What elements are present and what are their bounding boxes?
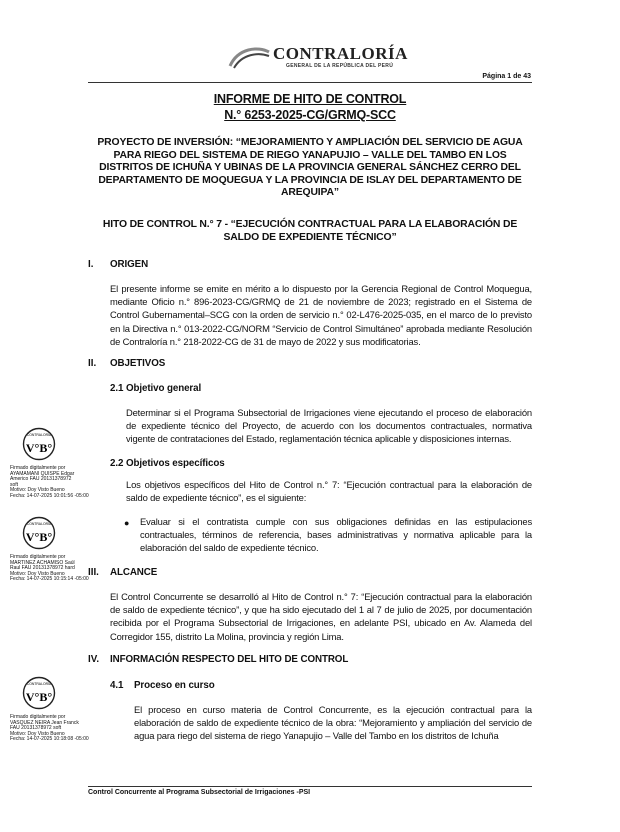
signature-line: Fecha: 14-07-2025 10:15:14 -05:00 bbox=[10, 576, 89, 583]
signature-line: Americo FAU 20131378972 bbox=[10, 476, 72, 483]
signature-line: Firmado digitalmente por bbox=[10, 465, 66, 471]
origen-paragraph: El presente informe se emite en mérito a lo dispuesto por la Gerencia Regional de Control Moquegua, mediante Oficio n.° 896-2023-CG/GRMQ de 21 de noviembre de 2023; registrado en el Sistema de Control Gubernamental–SCG con la orden de servicio n.° 02-L476-2025-035, en el marco de lo previsto en la Directiva n.° 013-2022-CG/NORM “Servicio de Control Simultáneo” aprobada mediante Resolución de Contraloría n.° 218-2022-CG de 31 de mayo de 2022 y sus modificatorias. bbox=[110, 283, 532, 347]
signature-line: soft bbox=[10, 481, 19, 488]
vb-stamp-icon bbox=[22, 516, 56, 550]
section-number: IV. bbox=[88, 654, 100, 665]
contraloria-logo bbox=[228, 42, 408, 72]
proceso-paragraph: El proceso en curso materia de Control Concurrente, es la ejecución contractual para la elaboración de saldo de expediente técnico de la obra: “Mejoramiento y ampliación del servicio de agua para riego del sistema de riego Yanapujio – Valle del Tambo en los distritos de Ichuña bbox=[134, 704, 532, 742]
project-line: AREQUIPA” bbox=[281, 187, 339, 199]
project-line: PROYECTO DE INVERSIÓN: “MEJORAMIENTO Y AMPLIACIÓN DEL SERVICIO DE AGUA bbox=[97, 137, 523, 148]
signature-line: Motivo: Doy Visto Bueno bbox=[10, 487, 65, 494]
logo-swoosh-icon bbox=[228, 44, 270, 70]
subsection-title-general: 2.1 Objetivo general bbox=[110, 383, 202, 394]
signature-block bbox=[10, 715, 110, 743]
stamp-vb-mark: V°B° bbox=[25, 690, 53, 704]
hito-line: HITO DE CONTROL N.° 7 - “EJECUCIÓN CONTRACTUAL PARA LA ELABORACIÓN DE bbox=[102, 219, 518, 230]
signature-line: Raul FAU 20131378972 hard bbox=[10, 565, 75, 572]
signature-line: Firmado digitalmente por bbox=[10, 554, 66, 560]
section-title-informacion: INFORMACIÓN RESPECTO DEL HITO DE CONTROL bbox=[110, 654, 349, 665]
stamp-org-text: CONTRALORÍA bbox=[26, 522, 52, 526]
project-line: DEPARTAMENTO DE MOQUEGUA Y LA PROVINCIA DE ISLAY DEL DEPARTAMENTO DE bbox=[98, 174, 522, 186]
bullet-item: Evaluar si el contratista cumple con sus obligaciones definidas en las estipulaciones contractuales, términos de referencia, bases administrativas y normativa aplicable para la elaboración del saldo de expediente técnico. bbox=[140, 516, 532, 554]
signature-line: Motivo: Doy Visto Bueno bbox=[10, 730, 65, 737]
section-title-origen: ORIGEN bbox=[110, 259, 149, 270]
objetivos-especificos-paragraph: Los objetivos específicos del Hito de Control n.° 7: “Ejecución contractual para la elaboración de saldo de expediente técnico”, es el siguiente: bbox=[126, 479, 532, 504]
header-divider bbox=[88, 82, 532, 83]
section-title-objetivos: OBJETIVOS bbox=[110, 358, 166, 369]
objetivo-general-paragraph: Determinar si el Programa Subsectorial de Irrigaciones viene ejecutando el proceso de elaboración de expediente técnico del Proyecto, de acuerdo con los documentos contractuales, normativa vigente de contrataciones del Estado, reglamentación técnica aplicable y disposiciones internas. bbox=[126, 407, 532, 445]
logo-subtitle: GENERAL DE LA REPÚBLICA DEL PERÚ bbox=[286, 63, 394, 69]
bullet-icon: ● bbox=[124, 518, 130, 528]
logo-name: CONTRALORÍA bbox=[273, 44, 408, 63]
stamp-vb-mark: V°B° bbox=[25, 530, 53, 544]
stamp-org-text: CONTRALORÍA bbox=[26, 682, 52, 686]
hito-line: SALDO DE EXPEDIENTE TÉCNICO” bbox=[223, 231, 397, 243]
section-number: I. bbox=[88, 259, 94, 270]
subsection-title-proceso: Proceso en curso bbox=[134, 680, 215, 691]
hito-title bbox=[88, 219, 532, 244]
signature-line: MARTINEZ ACHAMISO Saúl bbox=[10, 559, 75, 566]
stamp-org-text: CONTRALORÍA bbox=[26, 433, 52, 437]
signature-block bbox=[10, 466, 110, 500]
signature-line: Fecha: 14-07-2025 10:01:56 -05:00 bbox=[10, 492, 89, 499]
section-title-alcance: ALCANCE bbox=[110, 567, 158, 578]
footer-divider bbox=[88, 786, 532, 787]
project-title bbox=[88, 137, 532, 200]
signature-line: Fecha: 14-07-2025 10:18:08 -05:00 bbox=[10, 736, 89, 743]
signature-line: VASQUEZ NEIRA Jean Franck bbox=[10, 719, 79, 726]
project-line: DISTRITOS DE ICHUÑA Y UBINAS DE LA PROVINCIA GENERAL SÁNCHEZ CERRO DEL bbox=[99, 162, 521, 174]
subsection-title-especificos: 2.2 Objetivos específicos bbox=[110, 458, 225, 469]
signature-line: FAU 20131378972 soft bbox=[10, 725, 62, 732]
signature-line: Motivo: Doy Visto Bueno bbox=[10, 570, 65, 577]
signature-line: Firmado digitalmente por bbox=[10, 714, 66, 720]
report-number: N.° 6253-2025-CG/GRMQ-SCC bbox=[224, 108, 396, 122]
section-number: III. bbox=[88, 567, 99, 578]
footer-text: Control Concurrente al Programa Subsectorial de Irrigaciones -PSI bbox=[88, 789, 311, 796]
project-line: PARA RIEGO DEL SISTEMA DE RIEGO YANAPUJIO – VALLE DEL TAMBO EN LOS bbox=[113, 149, 507, 161]
report-title: INFORME DE HITO DE CONTROL bbox=[213, 92, 407, 106]
signature-line: AYAMAMANI QUISPE Edgar bbox=[10, 470, 75, 477]
signature-block bbox=[10, 555, 110, 583]
page-number: Página 1 de 43 bbox=[482, 73, 531, 80]
alcance-paragraph: El Control Concurrente se desarrolló al Hito de Control n.° 7: “Ejecución contractual para la elaboración de saldo de expediente técnico”, y que ha sido ejecutado del 1 al 7 de julio de 2025, por documentación recibida por el Programa Subsectorial de Irrigaciones, en adelante PSI, ubicado en Av. Alameda del Corregidor 155, distrito La Molina, provincia y región Lima. bbox=[110, 591, 532, 642]
section-number: II. bbox=[88, 358, 97, 369]
vb-stamp-icon bbox=[22, 427, 56, 461]
vb-stamp-icon bbox=[22, 676, 56, 710]
stamp-vb-mark: V°B° bbox=[25, 441, 53, 455]
subsection-number: 4.1 bbox=[110, 680, 124, 691]
